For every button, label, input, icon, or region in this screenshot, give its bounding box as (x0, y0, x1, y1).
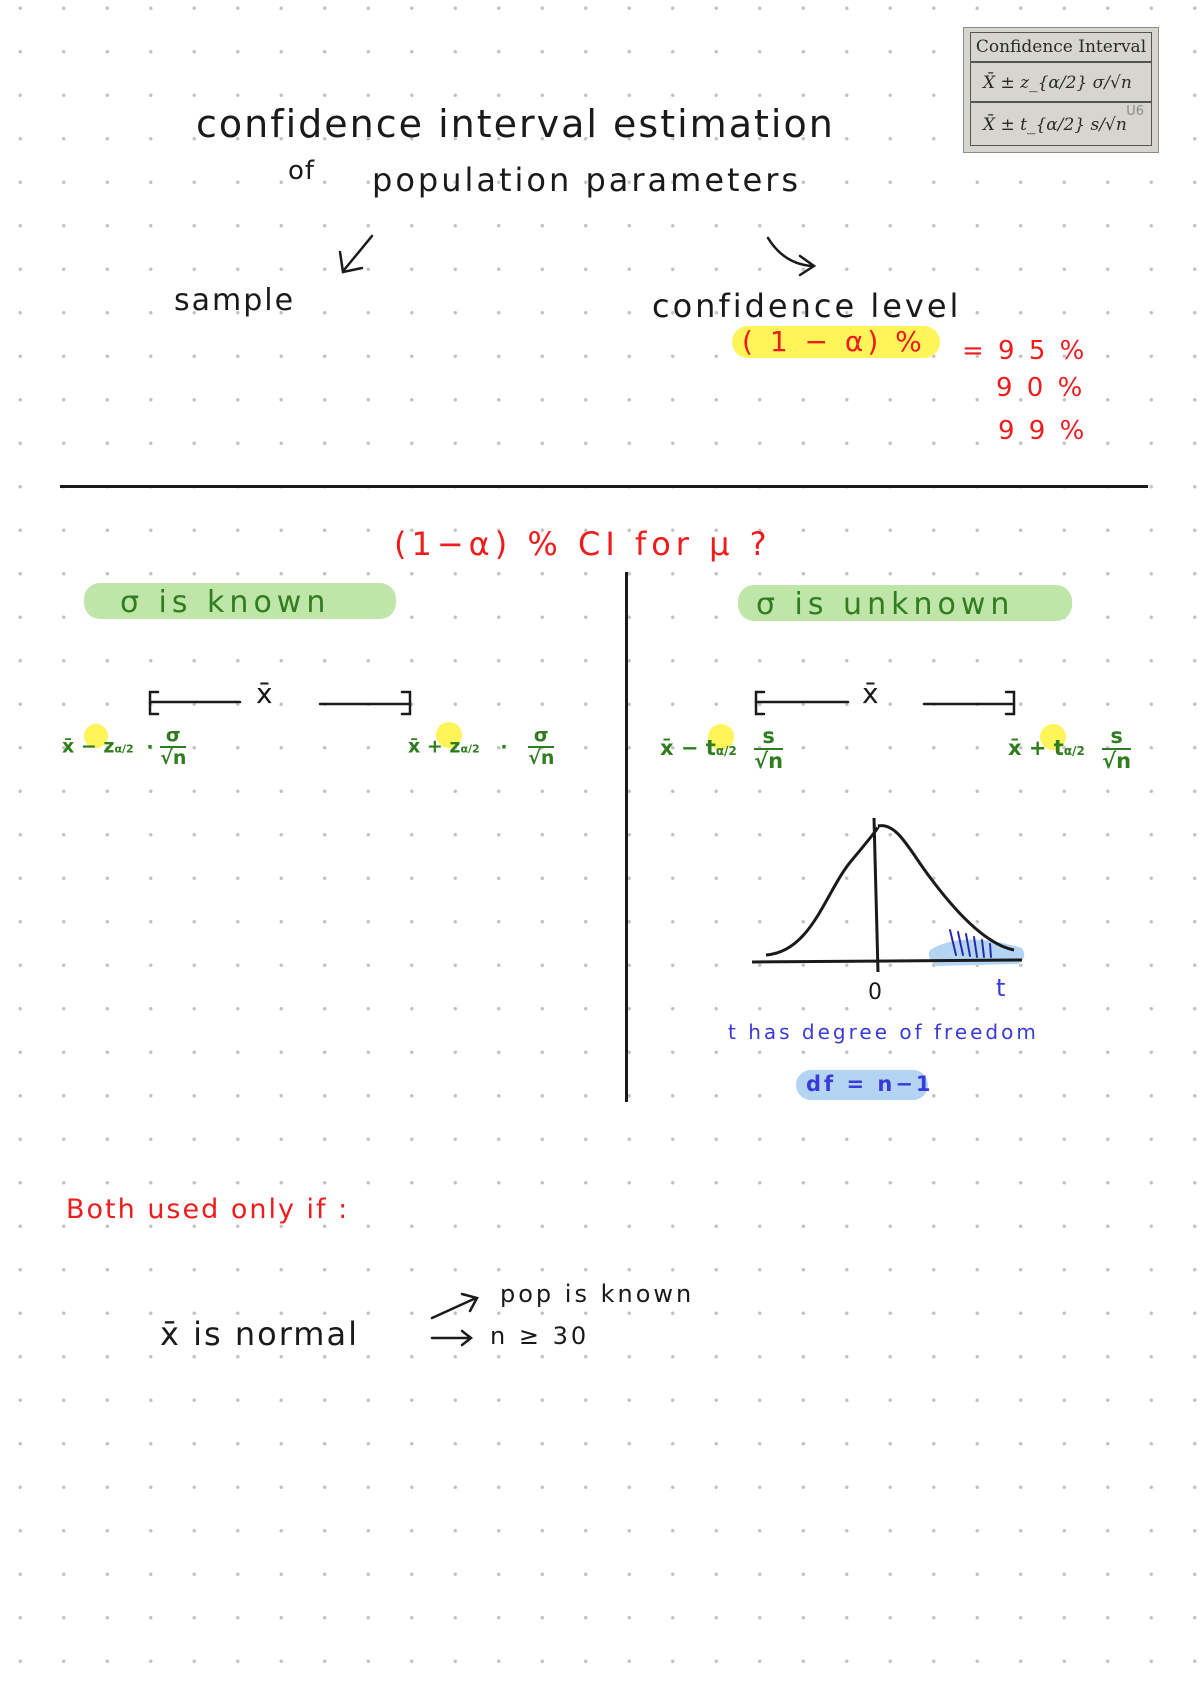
known-upper-times: · (500, 735, 508, 758)
axis-t-label: t (996, 974, 1006, 1002)
known-lower-times: · (146, 735, 154, 758)
sigma-unknown-label: σ is unknown (756, 587, 1015, 622)
degree-of-freedom-formula: df = n−1 (806, 1072, 934, 1096)
page-title-line2: population parameters (372, 161, 802, 199)
condition-n-30: n ≥ 30 (490, 1322, 590, 1350)
unknown-center-xbar: x̄ (862, 677, 879, 710)
known-center-xbar: x̄ (256, 677, 273, 710)
known-lower-numerator: σ (160, 726, 186, 748)
known-lower-sub: α/2 (114, 742, 134, 756)
known-lower-lead: x̄ − z (62, 735, 115, 758)
known-upper-denominator: √n (528, 747, 555, 769)
confidence-level-99: 9 9 % (998, 416, 1088, 446)
unknown-upper-denominator: √n (1102, 749, 1132, 773)
known-lower-denominator: √n (160, 747, 187, 769)
unknown-lower-numerator: s (754, 726, 783, 750)
unknown-upper-lead: x̄ + t (1008, 736, 1064, 760)
unknown-upper-sub: α/2 (1063, 744, 1085, 758)
axis-zero-label: 0 (868, 980, 882, 1005)
conditions-heading: Both used only if : (66, 1194, 350, 1225)
ci-table-row-t: X̄ ± t_{α/2} s/√n (970, 102, 1152, 146)
condition-subject: x̄ is normal (160, 1315, 359, 1353)
branch-confidence-level-label: confidence level (652, 287, 962, 325)
known-upper-lead: x̄ + z (408, 735, 461, 758)
unknown-upper-numerator: s (1102, 726, 1131, 750)
confidence-level-90: 9 0 % (996, 373, 1086, 403)
known-upper-sub: α/2 (460, 742, 480, 756)
degree-of-freedom-note: t has degree of freedom (728, 1020, 1039, 1044)
condition-pop-known: pop is known (500, 1280, 695, 1308)
ci-for-mu-heading: (1−α) % CI for μ ? (394, 525, 772, 563)
page-title-line1: confidence interval estimation (196, 102, 835, 146)
arrow-to-pop-known-icon (432, 1298, 476, 1318)
confidence-level-95: = 9 5 % (962, 336, 1088, 366)
known-upper-numerator: σ (528, 726, 554, 748)
ci-table-header: Confidence Interval (970, 32, 1152, 62)
branch-sample-label: sample (174, 283, 296, 318)
page-title-of: of (288, 156, 316, 186)
ci-table-row-z: X̄ ± z_{α/2} σ/√n (970, 62, 1152, 102)
sigma-known-label: σ is known (120, 585, 331, 620)
unknown-lower-sub: α/2 (715, 744, 737, 758)
unknown-lower-lead: x̄ − t (660, 736, 716, 760)
ci-table-margin-mark: U6 (1126, 104, 1144, 119)
unknown-lower-denominator: √n (754, 749, 784, 773)
confidence-expression: ( 1 − α) % (742, 325, 926, 358)
